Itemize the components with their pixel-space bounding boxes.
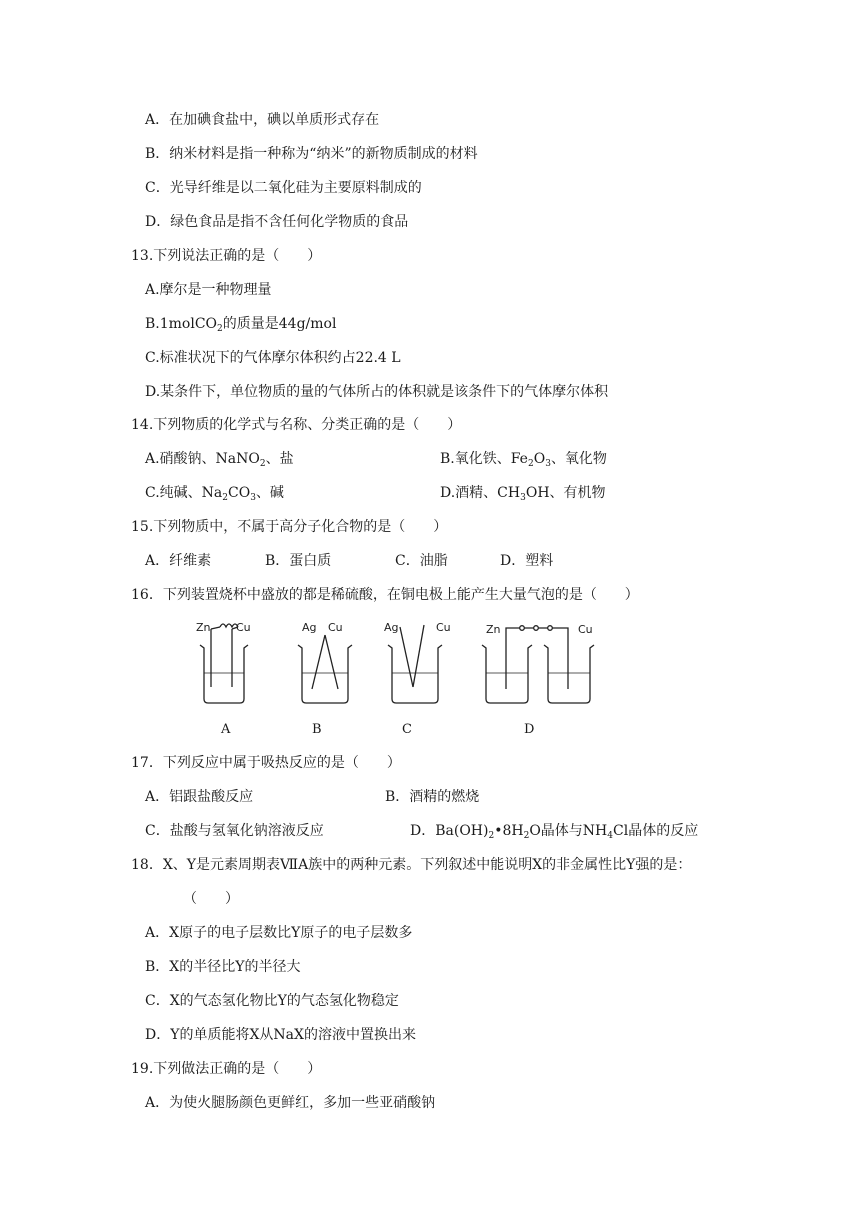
apparatus-a-left-label: Zn <box>196 621 211 634</box>
apparatus-a-beaker <box>200 645 248 703</box>
q13-option-a: A.摩尔是一种物理量 <box>145 282 272 298</box>
apparatus-b <box>298 621 352 703</box>
apparatus-b-ag-electrode <box>312 635 325 689</box>
apparatus-c-cu-electrode <box>413 625 424 687</box>
q12-option-d: D．绿色食品是指不含任何化学物质的食品 <box>145 214 409 230</box>
q12-option-c: C．光导纤维是以二氧化硅为主要原料制成的 <box>145 180 422 196</box>
q16-stem: 16．下列装置烧杯中盛放的都是稀硫酸，在铜电极上能产生大量气泡的是（ ） <box>131 587 639 603</box>
apparatus-d-beaker-left <box>482 645 532 703</box>
apparatus-b-right-label: Cu <box>328 621 343 634</box>
apparatus-b-cu-electrode <box>325 635 338 689</box>
q18-stem: 18．X、Y是元素周期表ⅦA族中的两种元素。下列叙述中能说明X的非金属性比Y强的是： <box>131 857 692 873</box>
apparatus-d-left-label: Zn <box>486 623 501 636</box>
q17-option-a: A．铝跟盐酸反应 <box>145 789 254 805</box>
apparatus-a <box>196 621 251 703</box>
q17-option-b: B．酒精的燃烧 <box>385 789 480 805</box>
q17-stem: 17．下列反应中属于吸热反应的是（ ） <box>131 755 401 771</box>
q14-option-d: D.酒精、$CH_3OH$、有机物 <box>440 485 606 503</box>
apparatus-c <box>384 621 451 703</box>
q17-option-d: D．$Ba(OH)_2•8H_2O$晶体与$NH_4Cl$晶体的反应 <box>410 823 699 841</box>
apparatus-d <box>482 623 594 703</box>
q13-option-d: D.某条件下，单位物质的量的气体所占的体积就是该条件下的气体摩尔体积 <box>145 384 609 400</box>
q16-caption-d: D <box>524 722 535 737</box>
q14-stem: 14.下列物质的化学式与名称、分类正确的是（ ） <box>131 417 462 433</box>
q16-caption-a: A <box>221 722 231 737</box>
q13-option-c: C.标准状况下的气体摩尔体积约占22.4 L <box>145 350 401 366</box>
q18-answer-paren: （ ） <box>183 891 239 907</box>
q18-option-d: D．Y的单质能将X从NaX的溶液中置换出来 <box>145 1027 416 1043</box>
q16-caption-c: C <box>402 722 412 737</box>
q15-option-c: C．油脂 <box>395 553 448 569</box>
apparatus-c-left-label: Ag <box>384 621 399 634</box>
q15-stem: 15.下列物质中，不属于高分子化合物的是（ ） <box>131 519 448 535</box>
q16-apparatus-figure <box>180 615 620 710</box>
apparatus-b-beaker <box>298 645 352 703</box>
q14-option-b: B.氧化铁、$Fe_2O_3$、氧化物 <box>440 451 607 469</box>
q19-option-a: A．为使火腿肠颜色更鲜红，多加一些亚硝酸钠 <box>145 1095 436 1111</box>
apparatus-c-right-label: Cu <box>436 621 451 634</box>
q18-option-b: B．X的半径比Y的半径大 <box>145 959 301 975</box>
q12-option-b: B．纳米材料是指一种称为“纳米”的新物质制成的材料 <box>145 146 478 162</box>
apparatus-a-right-label: Cu <box>236 621 251 634</box>
apparatus-d-beaker-right <box>544 645 594 703</box>
apparatus-b-left-label: Ag <box>302 621 317 634</box>
q15-option-d: D．塑料 <box>500 553 554 569</box>
q13-option-b: B.1molCO$_2$的质量是44g/mol <box>145 316 337 334</box>
q15-option-a: A．纤维素 <box>145 553 212 569</box>
q17-option-c: C．盐酸与氢氧化钠溶液反应 <box>145 823 324 839</box>
q13-stem: 13.下列说法正确的是（ ） <box>131 248 322 264</box>
q16-caption-b: B <box>312 722 322 737</box>
q18-option-a: A．X原子的电子层数比Y原子的电子层数多 <box>145 925 413 941</box>
apparatus-c-ag-electrode <box>400 627 413 687</box>
apparatus-d-right-label: Cu <box>578 623 593 636</box>
q14-option-c: C.纯碱、$Na_2CO_3$、碱 <box>145 485 284 503</box>
q18-option-c: C．X的气态氢化物比Y的气态氢化物稳定 <box>145 993 399 1009</box>
q15-option-b: B．蛋白质 <box>265 553 332 569</box>
q14-option-a: A.硝酸钠、NaNO$_2$、盐 <box>145 451 294 469</box>
q19-stem: 19.下列做法正确的是（ ） <box>131 1061 322 1077</box>
q12-option-a: A．在加碘食盐中，碘以单质形式存在 <box>145 112 380 128</box>
apparatus-d-wire <box>506 628 568 689</box>
